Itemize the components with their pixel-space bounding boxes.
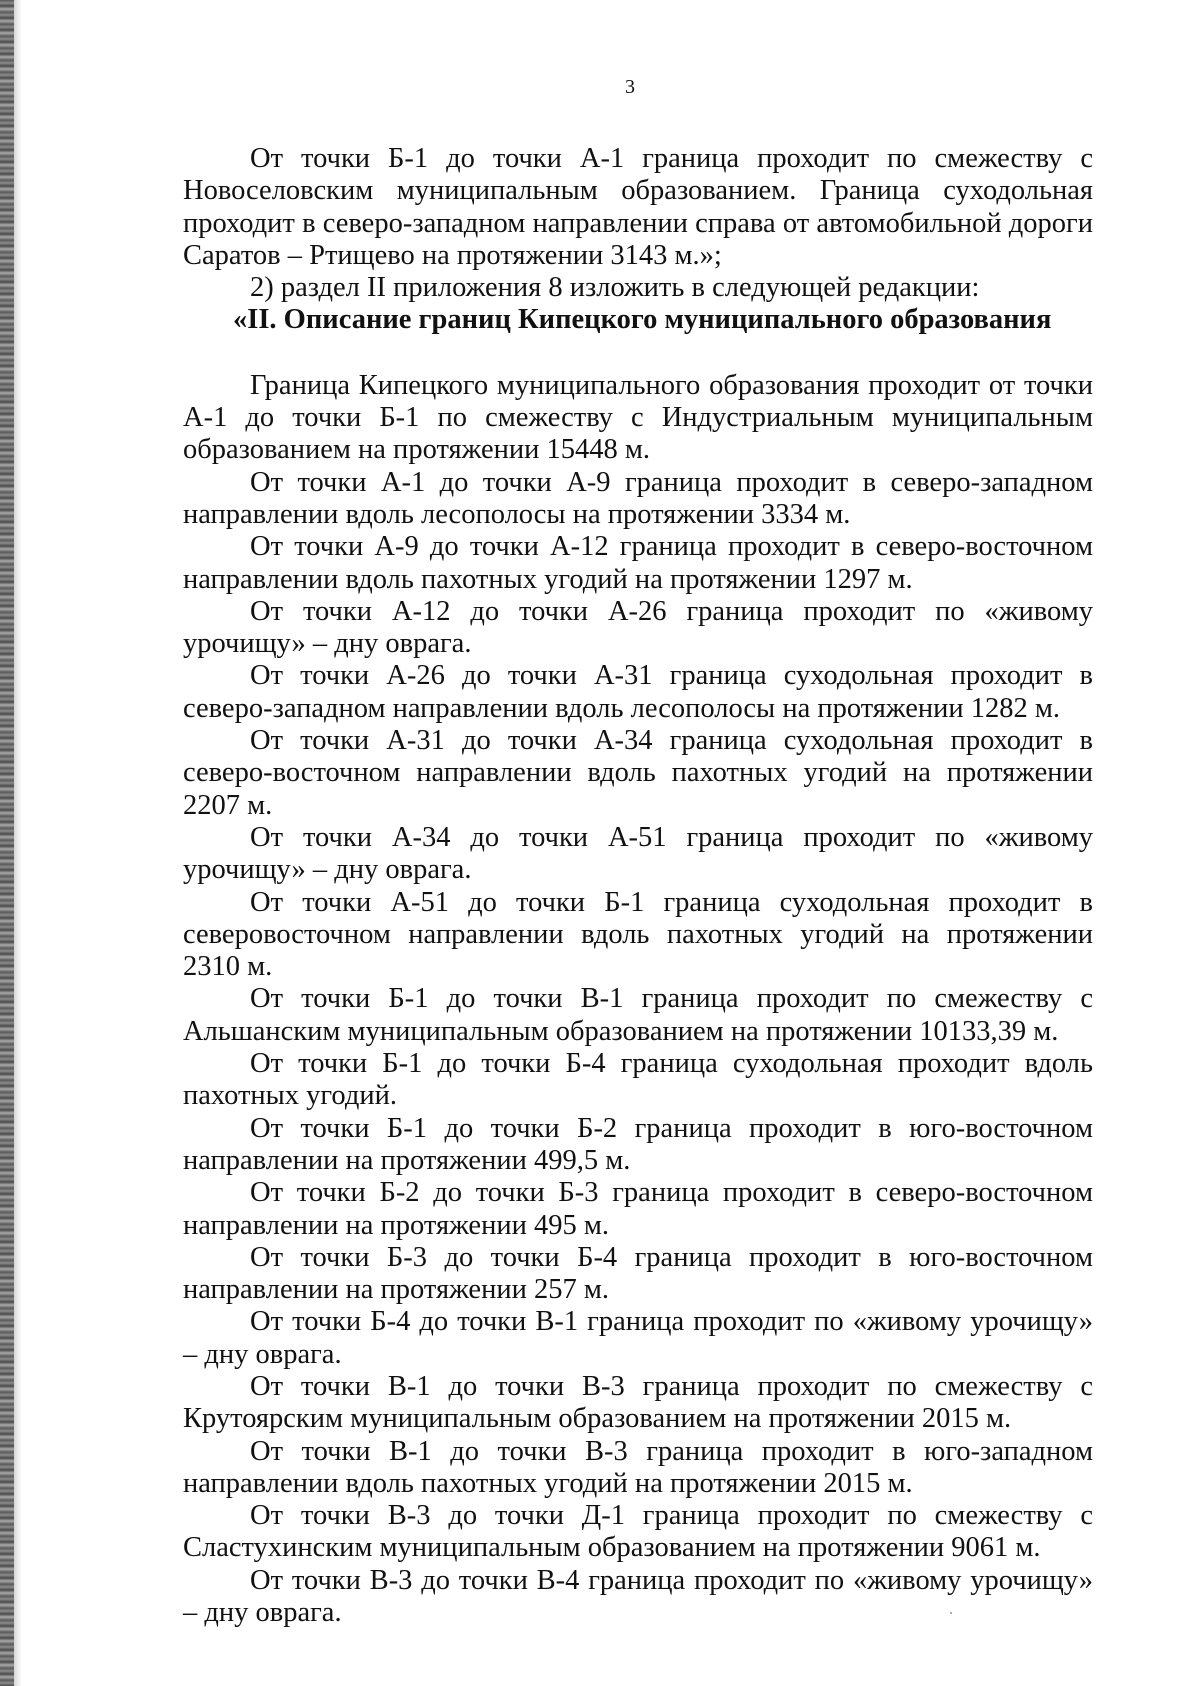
scan-edge-shadow	[0, 0, 14, 1686]
paragraph: От точки Б-2 до точки Б-3 граница проходит в северо-восточном направлении на протяжении 495 м.	[183, 1177, 1093, 1241]
paragraph: От точки Б-1 до точки В-1 граница проходит по смежеству с Альшанским муниципальным образованием на протяжении 10133,39 м.	[183, 983, 1093, 1047]
paragraph: От точки А-51 до точки Б-1 граница суходольная проходит в северовосточном направлении вдоль пахотных угодий на протяжении 2310 м.	[183, 886, 1093, 983]
paragraph: От точки Б-1 до точки Б-2 граница проходит в юго-восточном направлении на протяжении 499,5 м.	[183, 1112, 1093, 1176]
section-heading: «II. Описание границ Кипецкого муниципального образования	[233, 304, 1052, 336]
paragraph: От точки А-26 до точки А-31 граница суходольная проходит в северо-западном направлении вдоль лесополосы на протяжении 1282 м.	[183, 660, 1093, 724]
paragraph: От точки А-9 до точки А-12 граница проходит в северо-восточном направлении вдоль пахотных угодий на протяжении 1297 м.	[183, 531, 1093, 595]
paragraph: От точки Б-3 до точки Б-4 граница проходит в юго-восточном направлении на протяжении 257 м.	[183, 1241, 1093, 1306]
paragraph: От точки А-12 до точки А-26 граница проходит по «живому урочищу» – дну оврага.	[183, 595, 1093, 660]
paragraph-lead-1: От точки Б-1 до точки А-1 граница проходит по смежеству с Новоселовским муниципальным образованием. Граница суходольная проходит в северо-западном направлении справа от автомобильной дороги Саратов – Ртищево на протяжении 3143 м.»;	[183, 143, 1093, 271]
paragraph: От точки А-31 до точки А-34 граница суходольная проходит в северо-восточном направлении вдоль пахотных угодий на протяжении 2207 м.	[183, 725, 1093, 821]
paragraph: От точки В-1 до точки В-3 граница проходит в юго-западном направлении вдоль пахотных угодий на протяжении 2015 м.	[183, 1435, 1093, 1499]
paragraph: От точки В-1 до точки В-3 граница проходит по смежеству с Крутоярским муниципальным образованием на протяжении 2015 м.	[183, 1370, 1093, 1435]
paragraph: От точки А-34 до точки А-51 граница проходит по «живому урочищу» – дну оврага.	[183, 821, 1093, 886]
paragraph: От точки А-1 до точки А-9 граница проходит в северо-западном направлении вдоль лесополосы на протяжении 3334 м.	[183, 466, 1093, 530]
paragraph: От точки Б-4 до точки В-1 граница проходит по «живому урочищу» – дну оврага.	[183, 1306, 1093, 1370]
page-number: 3	[625, 76, 635, 98]
paragraph: От точки В-3 до точки В-4 граница проходит по «живому урочищу» – дну оврага.	[183, 1564, 1093, 1629]
document-body	[183, 143, 1093, 1629]
paragraph-lead-2: 2) раздел II приложения 8 изложить в следующей редакции:	[250, 272, 980, 304]
blank-line	[183, 337, 1093, 370]
paragraph: Граница Кипецкого муниципального образования проходит от точки А-1 до точки Б-1 по смежеству с Индустриальным муниципальным образованием на протяжении 15448 м.	[183, 369, 1093, 466]
scan-speck	[950, 1612, 952, 1614]
paragraph: От точки Б-1 до точки Б-4 граница суходольная проходит вдоль пахотных угодий.	[183, 1048, 1093, 1112]
paragraph: От точки В-3 до точки Д-1 граница проходит по смежеству с Сластухинским муниципальным образованием на протяжении 9061 м.	[183, 1500, 1093, 1564]
